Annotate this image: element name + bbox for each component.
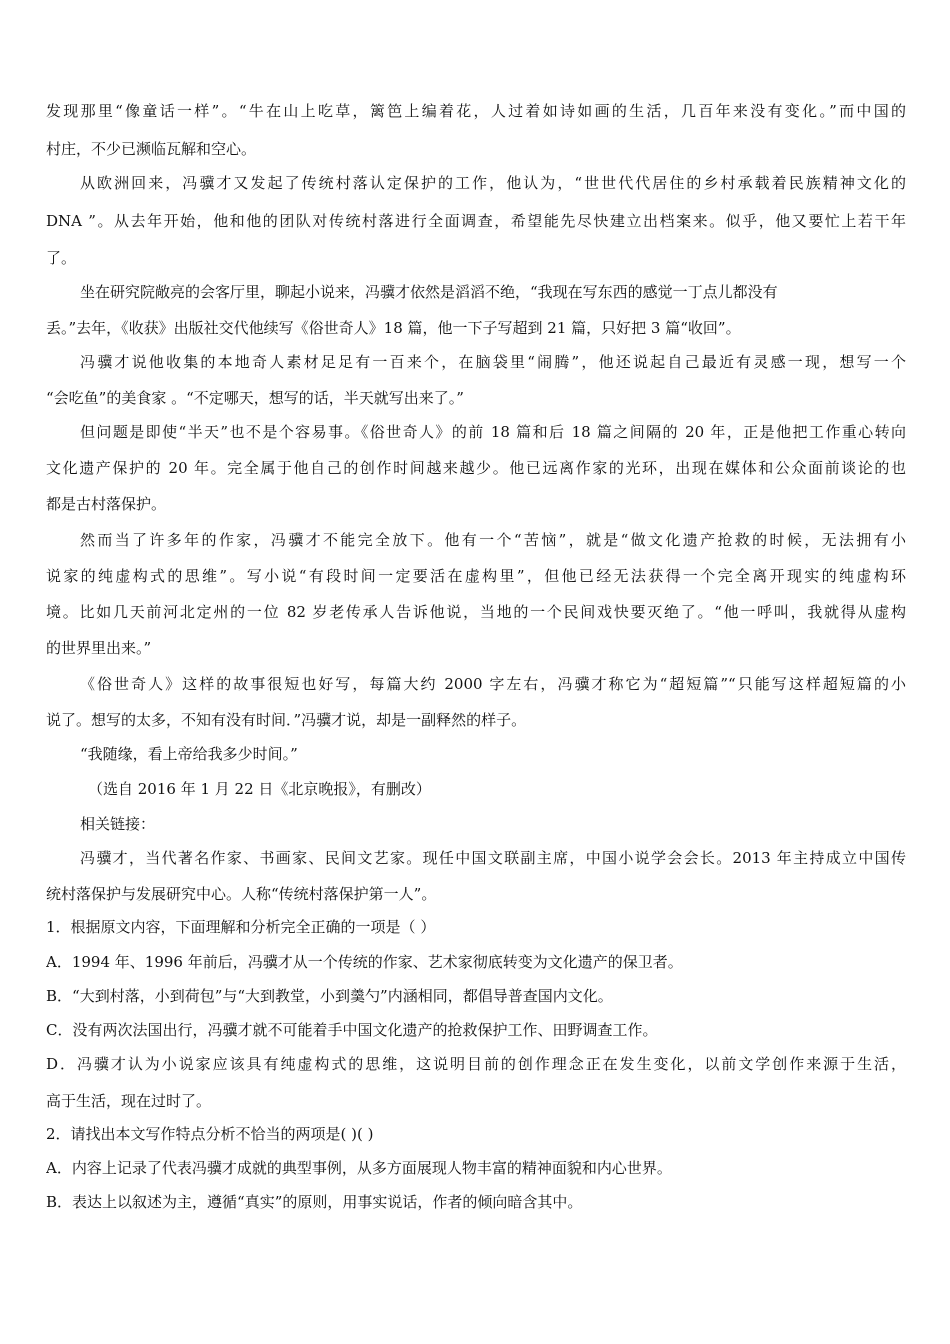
- question-2-option-b: B．表达上以叙述为主，遵循“真实”的原则，用事实说话，作者的倾向暗含其中。: [46, 1193, 583, 1211]
- text-line: 说家的纯虚构式的思维”。写小说“有段时间一定要活在虚构里”，但他已经无法获得一个完全离开现实的纯虚构环: [46, 567, 906, 585]
- text-line: 境。比如几天前河北定州的一位 82 岁老传承人告诉他说，当地的一个民间戏快要灭绝了。“他一呼叫，我就得从虚构: [46, 603, 906, 621]
- question-1-option-b: B．“大到村落，小到荷包”与“大到教堂，小到羹勺”内涵相同，都倡导普查国内文化。: [46, 987, 613, 1005]
- text-line: 然而当了许多年的作家，冯骥才不能完全放下。他有一个“苦恼”，就是“做文化遗产抢救的时候，无法拥有小: [80, 531, 906, 549]
- question-1-option-a: A．1994 年、1996 年前后，冯骥才从一个传统的作家、艺术家彻底转变为文化遗产的保卫者。: [46, 953, 683, 971]
- text-line: 《俗世奇人》这样的故事很短也好写，每篇大约 2000 字左右，冯骥才称它为“超短篇”“只能写这样超短篇的小: [80, 675, 906, 693]
- text-line: 丢。”去年，《收获》出版社交代他续写《俗世奇人》18 篇，他一下子写超到 21 篇，只好把 3 篇“收回”。: [46, 319, 741, 337]
- text-line: 文化遗产保护的 20 年。完全属于他自己的创作时间越来越少。他已远离作家的光环，出现在媒体和公众面前谈论的也: [46, 459, 906, 477]
- text-line: 统村落保护与发展研究中心。人称“传统村落保护第一人”。: [46, 885, 437, 903]
- text-line: 发现那里“像童话一样”。“牛在山上吃草，篱笆上编着花，人过着如诗如画的生活，几百年来没有变化。”而中国的: [46, 102, 906, 120]
- text-line: 从欧洲回来，冯骥才又发起了传统村落认定保护的工作，他认为，“世世代代居住的乡村承载着民族精神文化的: [80, 174, 906, 192]
- question-1-option-d-cont: 高于生活，现在过时了。: [46, 1092, 212, 1110]
- question-1-option-c: C．没有两次法国出行，冯骥才就不可能着手中国文化遗产的抢救保护工作、田野调查工作。: [46, 1021, 658, 1039]
- text-line: 冯骥才说他收集的本地奇人素材足足有一百来个，在脑袋里“闹腾”，他还说起自己最近有灵感一现，想写一个: [80, 353, 906, 371]
- question-2-option-a: A．内容上记录了代表冯骥才成就的典型事例，从多方面展现人物丰富的精神面貌和内心世界。: [46, 1159, 672, 1177]
- text-line: “我随缘，看上帝给我多少时间。”: [80, 745, 298, 763]
- text-line: 村庄，不少已濒临瓦解和空心。: [46, 140, 257, 158]
- text-line: 坐在研究院敞亮的会客厅里，聊起小说来，冯骥才依然是滔滔不绝，“我现在写东西的感觉一丁点儿都没有: [80, 283, 778, 301]
- text-line: DNA ”。从去年开始，他和他的团队对传统村落进行全面调查，希望能先尽快建立出档案来。似乎，他又要忙上若干年: [46, 212, 906, 230]
- question-2: 2．请找出本文写作特点分析不恰当的两项是( )( ): [46, 1125, 374, 1143]
- text-line: （选自 2016 年 1 月 22 日《北京晚报》，有删改）: [88, 780, 431, 798]
- question-1-option-d: D．冯骥才认为小说家应该具有纯虚构式的思维，这说明目前的创作理念正在发生变化，以前文学创作来源于生活，: [46, 1055, 906, 1073]
- text-line: 相关链接：: [80, 815, 156, 833]
- text-line: 但问题是即使“半天”也不是个容易事。《俗世奇人》的前 18 篇和后 18 篇之间隔的 20 年，正是他把工作重心转向: [80, 423, 906, 441]
- question-1: 1．根据原文内容，下面理解和分析完全正确的一项是（ ）: [46, 918, 436, 936]
- text-line: 冯骥才，当代著名作家、书画家、民间文艺家。现任中国文联副主席，中国小说学会会长。2013 年主持成立中国传: [80, 849, 906, 867]
- text-line: 的世界里出来。”: [46, 639, 152, 657]
- text-line: 都是古村落保护。: [46, 495, 167, 513]
- text-line: 说了。想写的太多，不知有没有时间．”冯骥才说，却是一副释然的样子。: [46, 711, 527, 729]
- text-line: 了。: [46, 249, 77, 267]
- text-line: “会吃鱼”的美食家 。“不定哪天，想写的话，半天就写出来了。”: [46, 389, 464, 407]
